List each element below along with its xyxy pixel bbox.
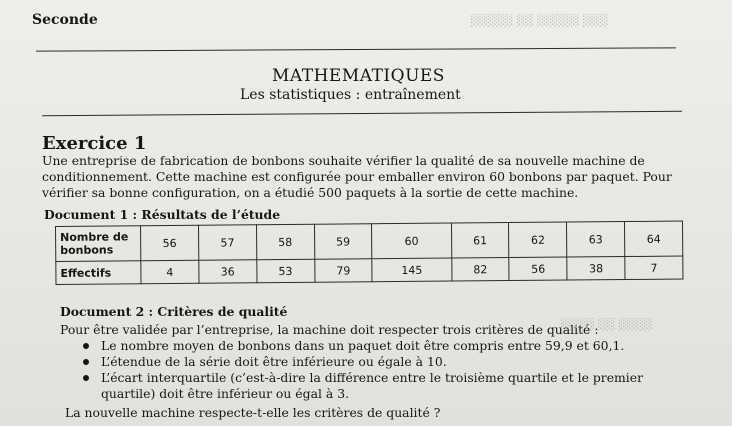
table-cell: 62 [509, 222, 567, 258]
exercise-title: Exercice 1 [42, 133, 147, 154]
show-through-text: ░░░░ ░░ ░░░░ [560, 318, 652, 331]
table-cell: 58 [256, 224, 314, 260]
table-cell: 61 [451, 223, 509, 259]
table-cell: 57 [198, 225, 256, 261]
list-item: Le nombre moyen de bonbons dans un paquet doit être compris entre 59,9 et 60,1. [75, 338, 700, 354]
table-cell: 36 [199, 260, 257, 284]
criteria-intro: Pour être validée par l’entreprise, la machine doit respecter trois critères de qualité : [60, 322, 599, 337]
table-cell: 56 [141, 225, 199, 261]
table-cell: 56 [509, 257, 567, 281]
exercise-question: La nouvelle machine respecte-t-elle les critères de qualité ? [65, 405, 441, 420]
exercise-statement: Une entreprise de fabrication de bonbons souhaite vérifier la qualité de sa nouvelle machine de conditionnement. Cette machine est configurée pour emballer environ 60 bonbons par paquet. Pour vérifier sa bonne configuration, on a étudié 500 paquets à la sortie de cette machine. [42, 153, 672, 200]
table-cell: 64 [625, 221, 683, 257]
table-cell: 60 [372, 223, 451, 259]
title-divider [42, 111, 682, 116]
table-cell: 82 [451, 258, 509, 282]
header-divider [36, 47, 676, 51]
list-item: L’écart interquartile (c’est-à-dire la différence entre le troisième quartile et le premier quartile) doit être inférieur ou égal à 3. [75, 370, 700, 402]
table-cell: 63 [567, 222, 625, 258]
results-table [55, 221, 683, 285]
document-1-title: Document 1 : Résultats de l’étude [44, 207, 281, 222]
table-cell: 79 [314, 259, 372, 283]
table-row [56, 256, 683, 284]
row-header-effectifs: Effectifs [56, 261, 141, 285]
row-header-bonbons: Nombre de bonbons [56, 226, 141, 262]
table-cell: 53 [256, 259, 314, 283]
chapter-subtitle: Les statistiques : entraînement [240, 87, 461, 103]
table-cell: 145 [372, 258, 451, 282]
class-level: Seconde [32, 12, 98, 28]
table-cell: 7 [625, 256, 683, 280]
table-cell: 4 [141, 260, 199, 284]
subject-title: MATHEMATIQUES [272, 66, 445, 86]
list-item: L’étendue de la série doit être inférieure ou égale à 10. [75, 354, 700, 370]
table-row [56, 221, 683, 261]
criteria-list [75, 338, 700, 402]
table-cell: 59 [314, 224, 372, 260]
table-cell: 38 [567, 257, 625, 281]
document-2-title: Document 2 : Critères de qualité [60, 304, 288, 319]
show-through-text: ░░░ ░░░░░ ░░ ░░░░░ [470, 14, 608, 27]
